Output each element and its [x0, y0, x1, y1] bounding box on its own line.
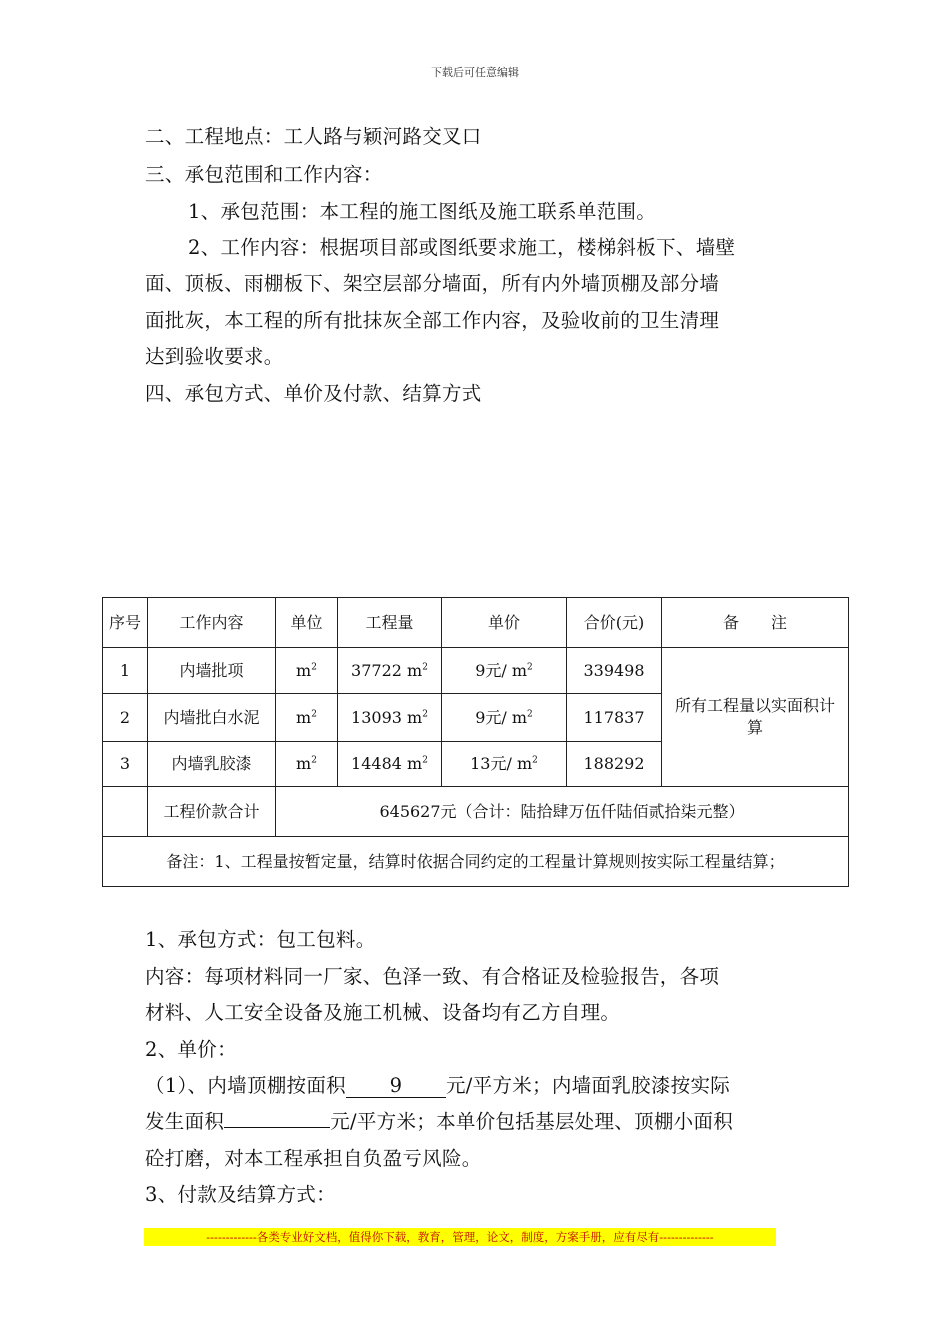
row-price: 9元/ $m^2$: [442, 694, 567, 742]
table-row: [103, 648, 849, 694]
price-table: [102, 597, 849, 887]
contract-mode: 1、承包方式：包工包料。: [145, 928, 376, 951]
ceiling-price-blank: 9: [346, 1075, 446, 1098]
latex-price-blank: [224, 1127, 330, 1128]
sum-label: 工程价款合计: [148, 787, 276, 837]
settlement-heading: 3、付款及结算方式：: [145, 1183, 336, 1206]
row-total: 117837: [567, 694, 662, 742]
row-content: 内墙批白水泥: [148, 694, 276, 742]
row-content: 内墙乳胶漆: [148, 742, 276, 787]
row-seq: 2: [103, 694, 148, 742]
row-total: 339498: [567, 648, 662, 694]
table-sum-row: [103, 787, 849, 837]
row-qty: 37722 $m^2$: [338, 648, 442, 694]
row-seq: 3: [103, 742, 148, 787]
unit-price-heading: 2、单价：: [145, 1038, 237, 1061]
row-unit: $m^2$: [276, 648, 338, 694]
remark-merged: 所有工程量以实面积计算: [662, 648, 849, 787]
sum-seq-empty: [103, 787, 148, 837]
footer-banner: -------------各类专业好文档，值得你下载，教育，管理，论文，制度，方案手册，应有尽有--------------: [144, 1228, 776, 1246]
header-qty: 工程量: [338, 598, 442, 648]
header-unit: 单位: [276, 598, 338, 648]
material-line-1: 内容：每项材料同一厂家、色泽一致、有合格证及检验报告，各项: [145, 965, 720, 988]
row-total: 188292: [567, 742, 662, 787]
row-price: 13元/ $m^2$: [442, 742, 567, 787]
table-header-row: [103, 598, 849, 648]
header-total: 合价(元): [567, 598, 662, 648]
section-location: 二、工程地点：工人路与颖河路交叉口: [145, 125, 482, 148]
header-seq: 序号: [103, 598, 148, 648]
header-content: 工作内容: [148, 598, 276, 648]
header-remark: 备 注: [662, 598, 849, 648]
header-note: 下载后可任意编辑: [431, 66, 519, 79]
row-price: 9元/ $m^2$: [442, 648, 567, 694]
scope-range: 1、承包范围：本工程的施工图纸及施工联系单范围。: [188, 200, 657, 223]
row-qty: 13093 $m^2$: [338, 694, 442, 742]
work-content-line-4: 达到验收要求。: [145, 345, 284, 368]
table-note: 备注：1、工程量按暂定量，结算时依据合同约定的工程量计算规则按实际工程量结算；: [103, 837, 849, 887]
section-scope-heading: 三、承包范围和工作内容：: [145, 163, 383, 186]
section-payment-heading: 四、承包方式、单价及付款、结算方式: [145, 382, 482, 405]
unit-price-line-1: （1）、内墙顶棚按面积 9 元/平方米；内墙面乳胶漆按实际: [145, 1074, 731, 1097]
unit-price-line-3: 砼打磨，对本工程承担自负盈亏风险。: [145, 1147, 482, 1170]
work-content-line-2: 面、顶板、雨棚板下、架空层部分墙面，所有内外墙顶棚及部分墙: [145, 272, 720, 295]
row-content: 内墙批项: [148, 648, 276, 694]
material-line-2: 材料、人工安全设备及施工机械、设备均有乙方自理。: [145, 1001, 621, 1024]
row-qty: 14484 $m^2$: [338, 742, 442, 787]
header-price: 单价: [442, 598, 567, 648]
unit-price-line-2: 发生面积 元/平方米；本单价包括基层处理、顶棚小面积: [145, 1110, 734, 1133]
work-content-line-1: 2、工作内容：根据项目部或图纸要求施工，楼梯斜板下、墙壁: [188, 236, 736, 259]
work-content-line-3: 面批灰，本工程的所有批抹灰全部工作内容，及验收前的卫生清理: [145, 309, 720, 332]
table-note-row: [103, 837, 849, 887]
row-seq: 1: [103, 648, 148, 694]
sum-value: 645627元（合计：陆拾肆万伍仟陆佰贰拾柒元整）: [276, 787, 849, 837]
row-unit: $m^2$: [276, 694, 338, 742]
row-unit: $m^2$: [276, 742, 338, 787]
